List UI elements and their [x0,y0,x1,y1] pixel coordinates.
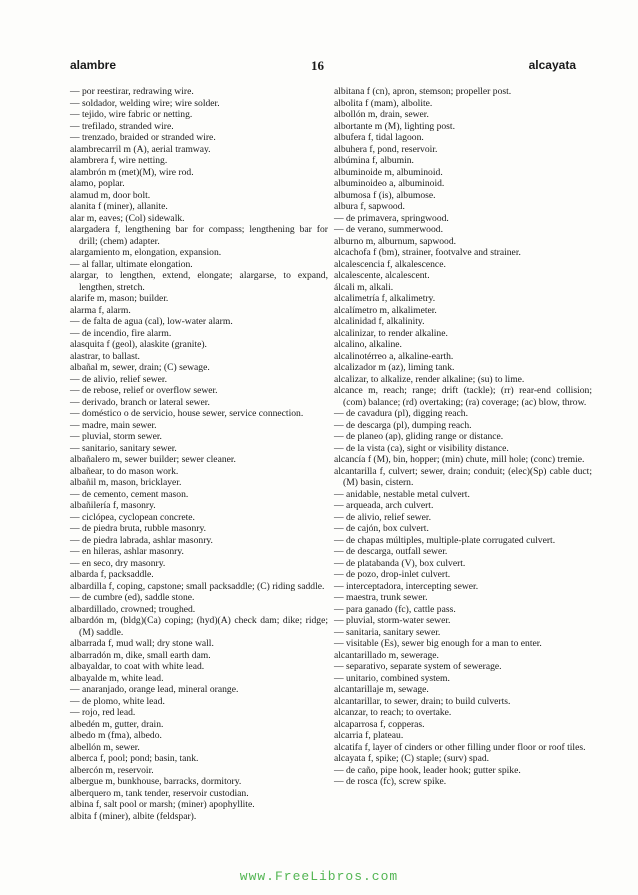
dictionary-entry: — anaranjado, orange lead, mineral orange. [70,684,239,695]
dictionary-entry: albollón m, drain, sewer. [334,109,429,120]
dictionary-entry: — trenzado, braided or stranded wire. [70,132,216,143]
dictionary-entry: albardillado, crowned; troughed. [70,603,196,615]
dictionary-entry: alcatifa f, layer of cinders or other filling under floor or roof tiles. [334,741,586,753]
dictionary-entry: alarma f, alarm. [70,304,131,316]
dictionary-column-left [70,86,328,822]
dictionary-entry: — de descarga, outfall sewer. [334,546,448,557]
dictionary-entry: — de plomo, white lead. [70,695,165,707]
dictionary-entry: alcalescencia f, alkalescence. [334,258,446,270]
dictionary-entry: alcalescente, alcalescent. [334,270,430,281]
dictionary-entry: — maestra, trunk sewer. [334,592,428,603]
dictionary-entry: — de rosca (fc), screw spike. [334,776,447,787]
dictionary-entry: albañil m, mason, bricklayer. [70,477,182,488]
dictionary-entry: — pluvial, storm sewer. [70,431,162,442]
dictionary-entry: albortante m (M), lighting post. [334,120,455,132]
dictionary-entry: albúmina f, albumin. [334,155,414,166]
dictionary-entry: albellón m, sewer. [70,741,140,753]
dictionary-entry: alberquero m, tank tender, reservoir custodian. [70,787,249,799]
dictionary-entry: albañal m, sewer, drain; (C) sewage. [70,362,210,373]
dictionary-entry: albuhera f, pond, reservoir. [334,143,438,155]
dictionary-entry: alargamiento m, elongation, expansion. [70,247,222,258]
dictionary-entry: — al fallar, ultimate elongation. [70,258,193,270]
dictionary-entry: — separativo, separate system of sewerage. [334,661,502,672]
dictionary-entry: alcaparrosa f, copperas. [334,718,425,730]
dictionary-entry: alcantarillar, to sewer, drain; to build culverts. [334,695,511,707]
dictionary-entry: — de descarga (pl), dumping reach. [334,419,472,431]
dictionary-entry: albuminoideo a, albuminoid. [334,178,445,189]
dictionary-entry: alcanzar, to reach; to overtake. [334,707,452,718]
dictionary-entry: — madre, main sewer. [70,419,157,431]
dictionary-entry: albarrada f, mud wall; dry stone wall. [70,638,214,649]
dictionary-entry: — ciclópea, cyclopean concrete. [70,511,195,523]
dictionary-entry: alambrera f, wire netting. [70,155,168,166]
dictionary-entry: albita f (miner), albite (feldspar). [70,810,197,822]
dictionary-entry: — de falta de agua (cal), low-water alarm. [70,316,233,327]
dictionary-entry: — visitable (Es), sewer big enough for a man to enter. [334,638,542,649]
dictionary-entry: alcalizar, to alkalize, render alkaline; (su) to lime. [334,373,525,385]
dictionary-entry: — de planeo (ap), gliding range or distance. [334,431,504,442]
dictionary-entry: alamo, poplar. [70,178,125,189]
dictionary-entry: — de cemento, cement mason. [70,488,189,500]
dictionary-entry: — anidable, nestable metal culvert. [334,488,470,500]
dictionary-entry: albolita f (mam), albolite. [334,97,433,109]
dictionary-entry: albercón m, reservoir. [70,764,154,776]
dictionary-entry: — de incendio, fire alarm. [70,327,172,339]
dictionary-entry: alcantarilla f, culvert; sewer, drain; conduit; (elec)(Sp) cable duct; (M) basin, cistern. [334,465,592,488]
dictionary-entry: — para ganado (fc), cattle pass. [334,603,456,615]
dictionary-entry: alcalinizar, to render alkaline. [334,327,448,339]
header-left-guide-word: alambre [70,58,117,72]
dictionary-entry: — de alivio, relief sewer. [334,511,431,523]
dictionary-entry: — unitario, combined system. [334,672,450,684]
dictionary-entry: alcantarillaje m, sewage. [334,684,429,695]
dictionary-entry: albañilería f, masonry. [70,500,156,511]
dictionary-entry: alcarria f, plateau. [334,730,404,741]
dictionary-entry: alanita f (miner), allanite. [70,201,168,212]
dictionary-entry: albarradón m, dike, small earth dam. [70,649,211,661]
dictionary-entry: — de cavadura (pl), digging reach. [334,408,468,419]
dictionary-entry: alasquita f (geol), alaskite (granite). [70,339,207,350]
dictionary-entry: — de alivio, relief sewer. [70,373,167,385]
dictionary-entry: — de rebose, relief or overflow sewer. [70,385,218,396]
dictionary-entry: alcachofa f (bm), strainer, footvalve and strainer. [334,247,521,258]
dictionary-entry: — de caño, pipe hook, leader hook; gutter spike. [334,764,521,776]
dictionary-entry: alargadera f, lengthening bar for compass; lengthening bar for drill; (chem) adapter. [70,224,328,247]
dictionary-entry: — doméstico o de servicio, house sewer, service connection. [70,408,304,419]
dictionary-entry: alarife m, mason; builder. [70,293,169,304]
dictionary-entry: albitana f (cn), apron, stemson; propeller post. [334,86,512,97]
dictionary-entry: alcancía f (M), bin, hopper; (min) chute, mill hole; (conc) tremie. [334,454,585,465]
page-number: 16 [311,58,324,73]
dictionary-entry: albumosa f (is), albumose. [334,189,436,201]
dictionary-entry: albedo m (fma), albedo. [70,730,162,741]
dictionary-entry: — de piedra labrada, ashlar masonry. [70,534,213,546]
dictionary-entry: albergue m, bunkhouse, barracks, dormitory. [70,776,242,787]
dictionary-entry: — en seco, dry masonry. [70,557,166,569]
dictionary-entry: albañear, to do mason work. [70,465,179,477]
dictionary-entry: alargar, to lengthen, extend, elongate; alargarse, to expand, lengthen, stretch. [70,270,328,293]
dictionary-entry: — de piedra bruta, rubble masonry. [70,523,207,534]
dictionary-entry: — de verano, summerwood. [334,224,443,235]
dictionary-entry: alcantarillado m, sewerage. [334,649,439,661]
footer-watermark-url[interactable]: www.FreeLibros.com [239,869,399,884]
dictionary-entry: — sanitario, sanitary sewer. [70,442,177,454]
dictionary-entry: — de chapas múltiples, multiple-plate corrugated culvert. [334,534,556,546]
dictionary-entry: alastrar, to ballast. [70,350,140,362]
dictionary-entry: — sanitaria, sanitary sewer. [334,626,441,638]
dictionary-entry: albañalero m, sewer builder; sewer cleaner. [70,454,236,465]
dictionary-entry: — arqueada, arch culvert. [334,500,434,511]
dictionary-entry: — interceptadora, intercepting sewer. [334,580,479,592]
dictionary-entry: — trefilado, stranded wire. [70,120,174,132]
dictionary-entry: alambrón m (met)(M), wire rod. [70,166,194,178]
dictionary-entry: alambrecarril m (A), aerial tramway. [70,143,211,155]
dictionary-entry: albura f, sapwood. [334,201,405,212]
dictionary-entry: — de cumbre (ed), saddle stone. [70,592,195,603]
dictionary-entry: albedén m, gutter, drain. [70,718,164,730]
dictionary-entry: — de pozo, drop-inlet culvert. [334,569,451,580]
dictionary-entry: — tejido, wire fabric or netting. [70,109,193,120]
dictionary-entry: alcalinidad f, alkalinity. [334,316,425,327]
dictionary-entry: alcayata f, spike; (C) staple; (surv) spad. [334,753,490,764]
dictionary-entry: albardilla f, coping, capstone; small packsaddle; (C) riding saddle. [70,580,325,592]
dictionary-entry: albuminoide m, albuminoid. [334,166,443,178]
dictionary-entry: alcalímetro m, alkalimeter. [334,304,437,316]
dictionary-entry: — por reestirar, redrawing wire. [70,86,194,97]
dictionary-entry: — rojo, red lead. [70,707,136,718]
dictionary-entry: albarda f, packsaddle. [70,569,154,580]
dictionary-entry: alcance m, reach; range; drift (tackle); (rr) rear-end collision; (com) balance; (rd) overtaking; (ra) coverage; (ac) blow, throw. [334,385,592,408]
dictionary-entry: alar m, eaves; (Col) sidewalk. [70,212,185,224]
dictionary-entry: álcali m, alkali. [334,281,394,293]
dictionary-entry: alburno m, alburnum, sapwood. [334,235,457,247]
dictionary-entry: alcalino, alkaline. [334,339,402,350]
dictionary-entry: alcalizador m (az), liming tank. [334,362,455,373]
dictionary-entry: — en hileras, ashlar masonry. [70,546,184,557]
dictionary-entry: — de primavera, springwood. [334,212,449,224]
dictionary-entry: — pluvial, storm-water sewer. [334,615,451,626]
dictionary-entry: alcalimetría f, alkalimetry. [334,293,436,304]
dictionary-entry: albufera f, tidal lagoon. [334,132,424,143]
dictionary-entry: albardón m, (bldg)(Ca) coping; (hyd)(A) check dam; dike; ridge; (M) saddle. [70,615,328,638]
dictionary-entry: albina f, salt pool or marsh; (miner) apophyllite. [70,799,255,810]
dictionary-entry: alamud m, door bolt. [70,189,151,201]
header-right-guide-word: alcayata [528,58,576,72]
dictionary-column-right [334,86,592,788]
dictionary-entry: alcalinotérreo a, alkaline-earth. [334,350,454,362]
dictionary-entry: albayalde m, white lead. [70,672,164,684]
dictionary-entry: alberca f, pool; pond; basin, tank. [70,753,199,764]
dictionary-entry: — de la vista (ca), sight or visibility distance. [334,442,509,454]
dictionary-entry: — de cajón, box culvert. [334,523,429,534]
dictionary-entry: — soldador, welding wire; wire solder. [70,97,220,109]
dictionary-entry: albayaldar, to coat with white lead. [70,661,205,672]
dictionary-entry: — derivado, branch or lateral sewer. [70,396,210,408]
dictionary-entry: — de platabanda (V), box culvert. [334,557,466,569]
